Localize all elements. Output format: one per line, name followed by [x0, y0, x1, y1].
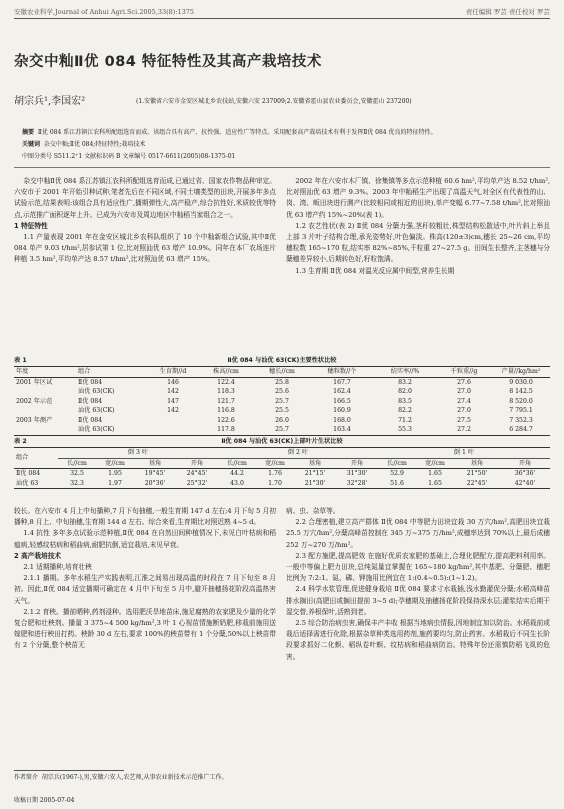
table2-cell: 1.70 — [256, 479, 294, 489]
table2-column-header: 基角 — [454, 458, 500, 469]
body-paragraph: 2.1.2 育秧。播前晒种,药剂浸种。选用肥沃旱地苗床,施足腐熟的农家肥及少量的化学复合肥和壮秧剂。播量 3 375~4 500 kg/hm²,3 叶 1 心视苗情施断奶肥,移栽前施用送嫁肥和进行秧田打药。秧龄 30 d 左右,要求 100%的秧苗带有 1 个分蘖,50%以上秧苗带有 2 个分蘖,整个秧苗无 — [14, 607, 276, 650]
table1-cell — [148, 416, 198, 426]
table1-cell: 2002 年示范 — [16, 397, 53, 405]
body-paragraph: 2.1.1 播期。多年水稻生产实践表明,江淮之间易出现高温的时段在 7 月下旬至 8 月初。因此,Ⅱ优 084 适宜播期可确定在 4 月中下旬至 5 月中,避开抽穗扬花阶段高温热害天气。 — [14, 574, 276, 605]
table1-column-header: 产量//kg/hm² — [492, 367, 550, 378]
body-paragraph: 病、虫、杂草等。 — [286, 507, 340, 515]
table2-cell: 32°28' — [336, 479, 378, 489]
table1-number: 表 1 — [14, 357, 27, 364]
table2-leaf-group-header: 倒 3 叶 — [58, 448, 218, 459]
keywords-line — [22, 139, 542, 151]
table1-column-header: 生育期//d — [148, 367, 198, 378]
table1-cell: 8 142.5 — [509, 388, 533, 395]
section-heading: 1 特征特性 — [14, 221, 48, 230]
journal-citation: 安徽农业科学,Journal of Anhui Agri.Sci.2005,33(8):1375 — [14, 8, 195, 16]
table1-cell: 2001 年区试 — [16, 378, 53, 386]
table1-cell: 25.7 — [254, 425, 310, 435]
body-paragraph: 2002 年在六安市木厂镇、徐集镇等多点示范种植 60.6 hm²,平均单产达 8.52 t/hm²,比对照汕优 63 增产 9.3%。2003 年中籼稻生产出现了高温天气,对全区有代表性的山、岗、湾、畈田块进行测产(比较相同或相近的田块),单产变幅 6.77~7.58 t/hm²,比对照汕优 63 增产约 15%~20%(表 1)。 — [286, 177, 550, 219]
footnote-rule — [14, 770, 124, 771]
table1-cell: 166.5 — [333, 397, 351, 405]
table2-cell: 25°32' — [176, 479, 218, 489]
author-affiliation: (1.安徽省六安市金安区城北乡农技站,安徽六安 237009;2.安徽省霍山县农业委员会,安徽霍山 237200) — [136, 98, 412, 105]
table1-column-header: 穗长//cm — [254, 367, 310, 378]
table1-cell: 142 — [167, 388, 179, 395]
table1-cell: 27.6 — [457, 378, 471, 386]
table2-cell: 32.3 — [58, 479, 96, 489]
table1-cell: 82.0 — [398, 388, 412, 395]
table1-row — [14, 425, 550, 435]
table1-cell: 163.4 — [310, 425, 374, 435]
table1-cell: 7 352.3 — [509, 416, 533, 424]
table2-column-header: 长//cm — [58, 458, 96, 469]
table2-column-header: 长//cm — [218, 458, 256, 469]
table1-cell: 25.6 — [275, 388, 289, 395]
table2-row — [14, 469, 550, 479]
footnote-label: 作者简介 — [14, 774, 39, 781]
table1-cell: 6 284.7 — [492, 425, 550, 435]
body-paragraph: 1.2 农艺性状(表 2) Ⅱ优 084 分蘖力强,茎秆较粗壮,株型结构松散适中,叶片斜上举且上部 3 片叶子结构合理,承光姿势好,叶色偏淡。株高(120±3)cm,穗长 25~26 cm,平均穗粒数 165~170 粒,结实率 82%~85%,千粒重 27~27.5 g。田间生长整齐,主茎穗与分蘖穗差异较小,后期转色好,籽粒饱满。 — [286, 221, 550, 264]
table1-column-header: 千粒重//g — [436, 367, 492, 378]
table1-column-header: 结实率//% — [374, 367, 436, 378]
table1-cell: 116.8 — [217, 407, 235, 414]
table2-title: Ⅱ优 084 与汕优 63(CK)上部叶片生状比较 — [221, 438, 343, 445]
body-paragraph: 2.1 适期播种,培育壮秧 — [23, 563, 92, 572]
table2-cell: 1.65 — [416, 479, 454, 489]
table2-cell: 32.5 — [70, 470, 84, 477]
table2-cell: 36°36' — [514, 470, 536, 477]
body-right-bottom — [286, 506, 550, 663]
editor-credit: 责任编辑 罗芸 责任校对 罗芸 — [465, 8, 550, 16]
table1-column-header: 年度 — [14, 367, 76, 378]
table2-column-header: 基角 — [134, 458, 176, 469]
table1-cell: Ⅱ优 084 — [78, 397, 103, 405]
article-title: 杂交中籼Ⅱ优 084 特征特性及其高产栽培技术 — [14, 54, 322, 70]
table1-cell: 汕优 63(CK) — [76, 425, 148, 435]
body-paragraph: 2.3 配方施肥,提高肥效 在施好优质农家肥的基础上,合理化肥配方,提高肥料利用率。一般中等偏上肥力田块,总纯氮量宜掌握在 165~180 kg/hm²,其中基肥、分蘖肥、穗肥比例为 7:2:1。氮、磷、钾施用比例宜在 1:(0.4~0.5):(1~1.2)。 — [286, 551, 550, 583]
table1-cell: 160.9 — [333, 407, 351, 414]
table2-column-header: 宽//cm — [416, 458, 454, 469]
table2-column-header: 开角 — [176, 458, 218, 469]
table1-cell: 25.8 — [275, 378, 289, 386]
keywords-text: 杂交中籼;Ⅱ优 084;特征特性;栽培技术 — [43, 141, 146, 148]
table2-cell: 21°15' — [304, 470, 326, 477]
article-authors: 胡宗兵¹,李国宏² — [14, 96, 86, 107]
table1-row — [14, 416, 550, 426]
table1-cell: 142 — [167, 407, 179, 414]
table2-column-header: 长//cm — [378, 458, 416, 469]
table1-cell: 26.0 — [275, 416, 289, 424]
table1-cell: 27.5 — [457, 416, 471, 424]
table1-cell: 55.3 — [374, 425, 436, 435]
body-paragraph: 1.1 产量表现 2001 年在金安区城北乡农科队组织了 10 个中籼新组合试验,其中Ⅱ优 084 单产 9.03 t/hm²,居参试第 1 位,比对照汕优 63 增产 10.9%。同年在本厂农场连片种植 3.5 hm²,平均单产达 8.57 t/hm²,比对照汕优 63 增产 15%。 — [14, 233, 276, 264]
table1-cell: 147 — [167, 397, 179, 405]
table1-cell — [148, 425, 198, 435]
table1-cell: 2003 年测产 — [16, 416, 53, 424]
table1-cell: 8 520.0 — [509, 397, 533, 405]
table2-column-header: 开角 — [336, 458, 378, 469]
table2-column-header: 宽//cm — [96, 458, 134, 469]
table1-cell: 27.0 — [457, 407, 471, 414]
table1-cell: 83.2 — [398, 378, 412, 386]
body-paragraph: 1.3 生育期 Ⅱ优 084 对温光反应属中间型,营养生长期 — [295, 266, 455, 275]
table1 — [14, 366, 550, 436]
table2-cell: 1.97 — [96, 479, 134, 489]
table1-cell: 146 — [167, 378, 179, 386]
table1-cell: 71.2 — [398, 416, 412, 424]
table1-cell — [14, 425, 76, 435]
table1-column-header: 株高//cm — [198, 367, 254, 378]
table1-cell: 汕优 63(CK) — [78, 388, 115, 395]
body-paragraph: 2.4 科学水浆管理,促进健身栽培 Ⅱ优 084 要求寸水栽插,浅水勤灌促分蘖;水稻高峰苗排水搁田(高肥田或搁田提前 3~5 d);孕穗期及抽穗扬花阶段保持深水层;灌浆结实后期干湿交替,养根保叶,活熟到老。 — [286, 585, 550, 616]
abstract-divider — [14, 167, 550, 168]
table2-leaf-group-header: 倒 1 叶 — [378, 448, 550, 459]
table2-cell: 汕优 63 — [14, 479, 58, 489]
table2-cell: 20°36' — [134, 479, 176, 489]
body-left-bottom — [14, 506, 276, 652]
table1-cell — [14, 387, 76, 397]
abstract-text: Ⅱ优 084 系江苏镇江农科所配组选育而成。该组合具有高产、抗性强、适应性广等特点。采用配套高产栽培技术有利于发挥Ⅱ优 084 优良的特征特性。 — [37, 129, 437, 136]
table2-column-header: 宽//cm — [256, 458, 294, 469]
table1-column-header: 穗粒数//个 — [310, 367, 374, 378]
keywords-label: 关键词 — [22, 141, 41, 148]
table2 — [14, 447, 550, 489]
body-paragraph: 2.2 合理密植,建立高产群体 Ⅱ优 084 中等肥力田块宜栽 30 万穴/hm²,高肥田块宜栽 25.5 万穴/hm²,分蘖高峰苗控制在 345 万~375 万/hm²,成穗率达到 70%以上,最后成穗 252 万~270 万/hm²。 — [286, 518, 550, 549]
table2-cell: 43.0 — [218, 479, 256, 489]
table2-cell: 31°30' — [346, 470, 368, 477]
table2-cell: 44.2 — [230, 470, 244, 477]
body-paragraph: 杂交中籼Ⅱ优 084 系江苏镇江农科所配组选育而成,已通过省、国家农作物品种审定。六安市于 2001 年开始引种试种,笔者先后在不同区域,不同土壤类型的田块,开展多年多点试验示范,结果表明:该组合具有适应性广,播期弹性大,高产稳产,综合抗性好,米质较优等特点,示范推广面积逐年上升。已成为六安市及周边地区中籼稻当家组合之一。 — [14, 177, 276, 219]
table2-group-label: 组合 — [14, 448, 58, 469]
table1-row — [14, 377, 550, 387]
abstract-line — [22, 127, 542, 139]
table1-cell: Ⅱ优 084 — [78, 378, 103, 386]
table2-cell: 52.9 — [390, 470, 404, 477]
table1-cell: 27.4 — [457, 397, 471, 405]
table2-cell: 42°40' — [500, 479, 550, 489]
body-paragraph: 1.4 抗性 多年多点试验示范种植,Ⅱ优 084 在自然田间种植情况下,未见白叶枯病和稻瘟病,轻感纹枯病和稻曲病,耐肥抗倒,适宜栽培,未见早衰。 — [14, 529, 276, 549]
table2-row — [14, 479, 550, 489]
table2-cell: 24°45' — [186, 470, 208, 477]
table1-column-header: 组合 — [76, 367, 148, 378]
table2-cell: 1.65 — [428, 470, 442, 477]
table1-row — [14, 397, 550, 407]
table2-subheader-row — [14, 458, 550, 469]
table2-cell: 21°30' — [294, 479, 336, 489]
table1-cell: 汕优 63(CK) — [78, 407, 115, 414]
table1-cell: 27.2 — [436, 425, 492, 435]
table1-cell: 122.4 — [217, 378, 235, 386]
running-header — [14, 4, 550, 19]
table1-cell: 122.6 — [217, 416, 235, 424]
table2-cell: 1.95 — [108, 470, 122, 477]
table1-cell: 9 030.0 — [509, 378, 533, 386]
table1-row — [14, 406, 550, 416]
table1-cell: 162.4 — [333, 388, 351, 395]
table2-column-header: 开角 — [500, 458, 550, 469]
received-date: 收稿日期 2005-07-04 — [14, 797, 75, 804]
table1-cell: 167.7 — [333, 378, 351, 386]
table2-cell: 1.76 — [268, 470, 282, 477]
body-left-top — [14, 176, 276, 266]
table1-cell: 121.7 — [217, 397, 235, 405]
table1-cell: 118.3 — [217, 388, 235, 395]
table1-cell: 117.8 — [198, 425, 254, 435]
body-right-top — [286, 176, 550, 277]
table1-cell — [14, 406, 76, 416]
author-footnote — [14, 770, 276, 782]
table1-cell: 82.2 — [398, 407, 412, 414]
table1-cell: 27.0 — [457, 388, 471, 395]
table1-cell: Ⅱ优 084 — [78, 416, 103, 424]
table1-cell: 168.0 — [333, 416, 351, 424]
table2-cell: 19°45' — [144, 470, 166, 477]
body-paragraph: 2.5 综合防治病虫害,确保丰产丰收 根据当地病虫情报,因地制宜加以防治。水稻栽前或栽后适择需进行化除,根据杂草种类选用药剂,施药要均匀,防止药害。水稻栽后不同生长阶段要求抓好二化螟、稻纵卷叶螟、纹枯病和稻曲病防治。特殊年份还需慎防稻飞虱的危害。 — [286, 619, 550, 661]
section-heading: 2 高产栽培技术 — [14, 551, 62, 560]
table2-column-header: 基角 — [294, 458, 336, 469]
abstract-label: 摘要 — [22, 129, 35, 136]
table1-row — [14, 387, 550, 397]
table2-leaf-group-header: 倒 2 叶 — [218, 448, 378, 459]
table2-group-row — [14, 448, 550, 459]
table2-number: 表 2 — [14, 438, 27, 445]
table1-header-row — [14, 367, 550, 378]
table2-cell: Ⅱ优 084 — [16, 470, 41, 477]
table2-cell: 51.6 — [378, 479, 416, 489]
classification-line: 中图分类号 S511.2⁺1 文献标识码 B 文章编号 0517-6611(2005)08-1375-01 — [22, 153, 236, 160]
body-paragraph: 较长。在六安市 4 月上中旬播种,7 月下旬抽穗,一般生育期 147 d 左右;4 月下旬 5 月初播种,8 月上、中旬抽穗,生育期 144 d 左右。综合来看,生育期比对照迟熟 4~5 d。 — [14, 507, 276, 527]
table2-cell: 21°50' — [466, 470, 488, 477]
table2-cell: 22°45' — [454, 479, 500, 489]
table1-title: Ⅱ优 084 与汕优 63(CK)主要性状比较 — [227, 357, 337, 364]
table1-cell: 83.5 — [398, 397, 412, 405]
abstract-block — [22, 127, 542, 163]
table1-cell: 25.7 — [275, 397, 289, 405]
footnote-text: 胡宗兵(1967-),男,安徽六安人,农艺师,从事农业新技术示范推广工作。 — [41, 774, 228, 781]
table1-cell: 25.5 — [275, 407, 289, 414]
table1-cell: 7 795.1 — [509, 407, 533, 414]
